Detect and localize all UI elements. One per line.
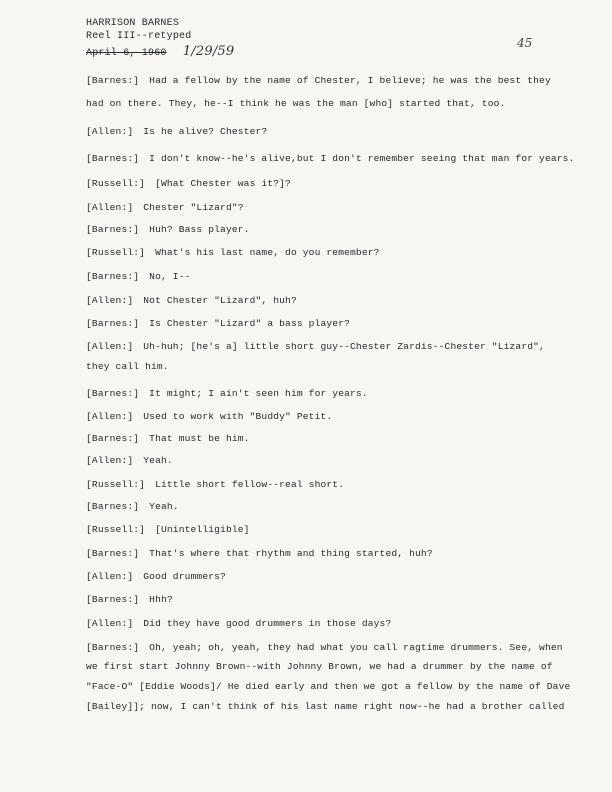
transcript-line — [86, 433, 250, 444]
page-number: 45 — [517, 36, 533, 50]
transcript-line — [86, 594, 173, 605]
transcript-line — [86, 361, 169, 372]
transcript-line — [86, 202, 244, 213]
utterance-text: That must be him. — [149, 433, 250, 444]
speaker-label: [Russell:] — [86, 524, 146, 535]
speaker-label: [Russell:] — [86, 479, 146, 490]
utterance-text: we first start Johnny Brown--with Johnny Brown, we had a drummer by the name of — [86, 661, 553, 672]
utterance-text: What's his last name, do you remember? — [155, 247, 380, 258]
speaker-label: [Barnes:] — [86, 642, 140, 653]
transcript-line — [86, 618, 391, 629]
speaker-label: [Russell:] — [86, 247, 146, 258]
date-line — [86, 44, 234, 59]
speaker-label: [Allen:] — [86, 411, 134, 422]
speaker-label: [Allen:] — [86, 455, 134, 466]
speaker-label: [Allen:] — [86, 126, 134, 137]
speaker-label: [Allen:] — [86, 202, 134, 213]
transcript-line — [86, 701, 564, 712]
utterance-text: they call him. — [86, 361, 169, 372]
speaker-label: [Barnes:] — [86, 271, 140, 282]
speaker-label: [Barnes:] — [86, 318, 140, 329]
utterance-text: Huh? Bass player. — [149, 224, 250, 235]
speaker-label: [Barnes:] — [86, 75, 140, 86]
speaker-label: [Barnes:] — [86, 433, 140, 444]
transcript-line — [86, 75, 551, 86]
speaker-label: [Barnes:] — [86, 153, 140, 164]
utterance-text: Chester "Lizard"? — [143, 202, 244, 213]
struck-date: April 6, 1960 — [86, 48, 167, 59]
utterance-text: Is Chester "Lizard" a bass player? — [149, 318, 351, 329]
utterance-text: Yeah. — [143, 455, 173, 466]
transcript-line — [86, 681, 570, 692]
utterance-text: Had a fellow by the name of Chester, I believe; he was the best they — [149, 75, 551, 86]
utterance-text: It might; I ain't seen him for years. — [149, 388, 368, 399]
speaker-label: [Allen:] — [86, 571, 134, 582]
speaker-label: [Barnes:] — [86, 594, 140, 605]
speaker-label: [Allen:] — [86, 295, 134, 306]
utterance-text: Not Chester "Lizard", huh? — [143, 295, 297, 306]
utterance-text: Oh, yeah; oh, yeah, they had what you call ragtime drummers. See, when — [149, 642, 563, 653]
utterance-text: Is he alive? Chester? — [143, 126, 268, 137]
transcript-line — [86, 247, 380, 258]
transcript-line — [86, 224, 250, 235]
utterance-text: [Unintelligible] — [155, 524, 250, 535]
speaker-label: [Barnes:] — [86, 388, 140, 399]
speaker-label: [Russell:] — [86, 178, 146, 189]
utterance-text: had on there. They, he--I think he was the man [who] started that, too. — [86, 98, 506, 109]
transcript-line — [86, 271, 191, 282]
transcript-line — [86, 501, 179, 512]
utterance-text: That's where that rhythm and thing started, huh? — [149, 548, 433, 559]
transcript-line — [86, 341, 545, 352]
transcript-line — [86, 295, 297, 306]
utterance-text: Little short fellow--real short. — [155, 479, 345, 490]
transcript-line — [86, 548, 433, 559]
transcript-line — [86, 98, 505, 109]
transcript-line — [86, 318, 350, 329]
utterance-text: "Face-O" [Eddie Woods]/ He died early and then we got a fellow by the name of Dave — [86, 681, 571, 692]
speaker-label: [Barnes:] — [86, 501, 140, 512]
transcript-line — [86, 524, 250, 535]
transcript-line — [86, 571, 226, 582]
utterance-text: Hhh? — [149, 594, 173, 605]
utterance-text: [What Chester was it?]? — [155, 178, 291, 189]
transcript-line — [86, 455, 173, 466]
interviewee-name: HARRISON BARNES — [86, 18, 180, 29]
transcript-line — [86, 126, 267, 137]
transcript-line — [86, 153, 575, 164]
utterance-text: Good drummers? — [143, 571, 226, 582]
utterance-text: [Bailey]]; now, I can't think of his last name right now--he had a brother called — [86, 701, 565, 712]
utterance-text: I don't know--he's alive,but I don't remember seeing that man for years. — [149, 153, 575, 164]
utterance-text: Uh-huh; [he's a] little short guy--Chester Zardis--Chester "Lizard", — [143, 341, 545, 352]
utterance-text: Used to work with "Buddy" Petit. — [143, 411, 333, 422]
speaker-label: [Barnes:] — [86, 548, 140, 559]
transcript-line — [86, 388, 368, 399]
speaker-label: [Allen:] — [86, 618, 134, 629]
utterance-text: No, I-- — [149, 271, 191, 282]
transcript-line — [86, 411, 332, 422]
transcript-line — [86, 178, 291, 189]
utterance-text: Did they have good drummers in those days? — [143, 618, 392, 629]
speaker-label: [Allen:] — [86, 341, 134, 352]
reel-label: Reel III--retyped — [86, 31, 192, 42]
transcript-line — [86, 479, 344, 490]
transcript-line — [86, 661, 553, 672]
utterance-text: Yeah. — [149, 501, 179, 512]
speaker-label: [Barnes:] — [86, 224, 140, 235]
handwritten-date: 1/29/59 — [182, 44, 235, 59]
transcript-line — [86, 642, 563, 653]
